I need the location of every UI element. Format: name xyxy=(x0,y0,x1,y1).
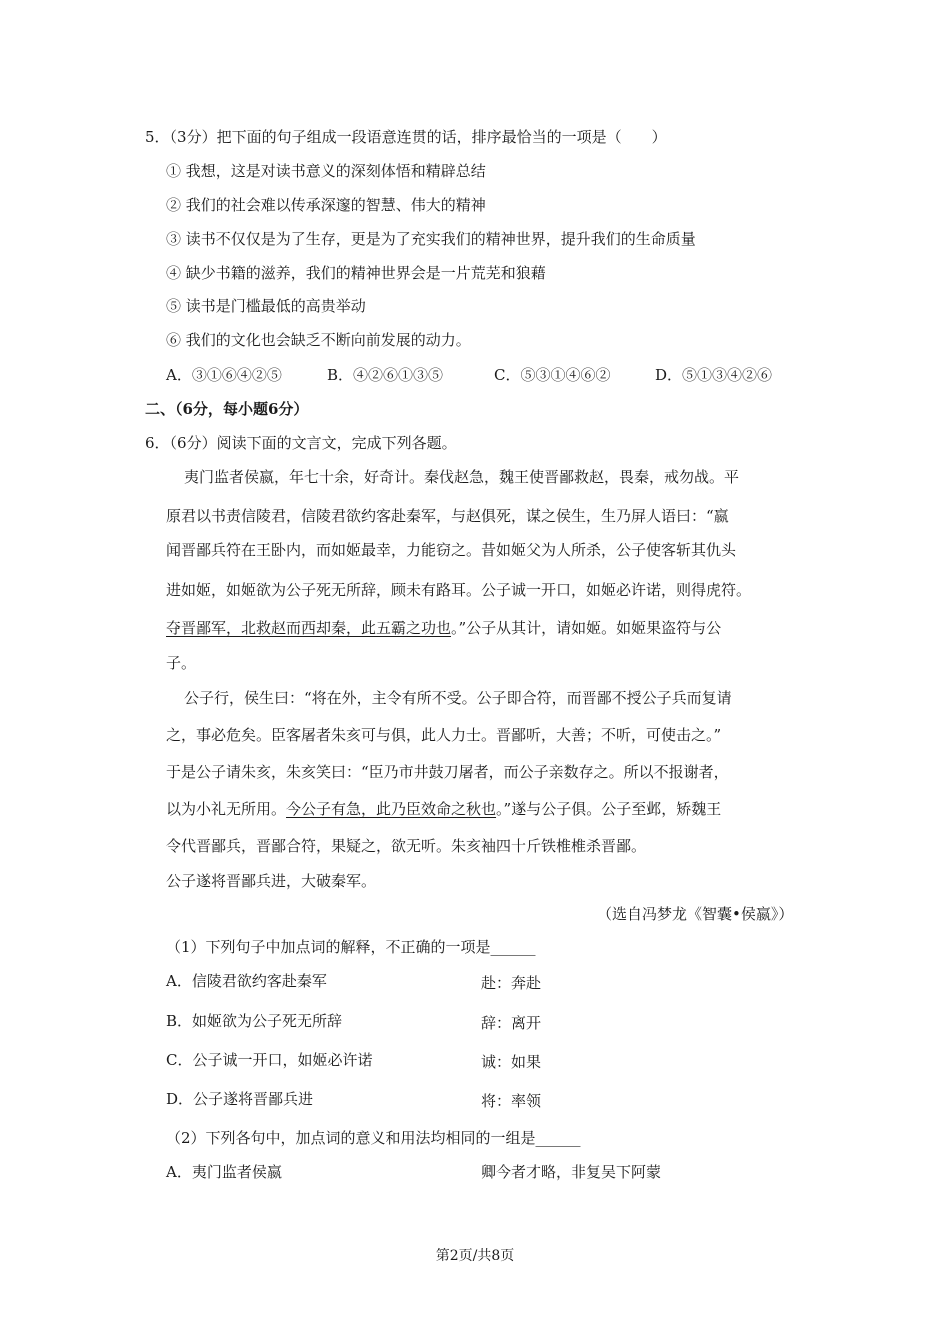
q6-sub2-a-left: A．夷门监者侯嬴 xyxy=(166,1163,282,1181)
section-2-title: 二、（6分，每小题6分） xyxy=(145,400,309,418)
q6-p2-line4 xyxy=(166,798,721,820)
q6-underlined-sentence-2: 今公子有急，此乃臣效命之秋也 xyxy=(286,800,497,818)
q6-sub2-a-right: 卿今者才略，非复吴下阿蒙 xyxy=(481,1163,662,1181)
q6-sub1-b-left: B．如姬欲为公子死无所辞 xyxy=(166,1012,343,1030)
q6-p1-line5-rest: 。”公子从其计，请如姬。如姬果盗符与公 xyxy=(451,619,722,637)
q5-item-1: ① 我想，这是对读书意义的深刻体悟和精辟总结 xyxy=(166,162,486,180)
q6-p2-line4-pre: 以为小礼无所用。 xyxy=(166,800,287,818)
q6-sub1-c-left: C．公子诚一开口，如姬必许诺 xyxy=(166,1051,373,1069)
q6-sub1-c-right: 诚：如果 xyxy=(481,1053,542,1071)
q5-option-a: A．③①⑥④②⑤ xyxy=(166,366,282,384)
page-footer: 第2页/共8页 xyxy=(435,1248,515,1264)
q6-sub1-d-right: 将：率领 xyxy=(481,1092,542,1110)
q5-item-2: ② 我们的社会难以传承深邃的智慧、伟大的精神 xyxy=(166,196,486,214)
q6-stem: 6．（6分）阅读下面的文言文，完成下列各题。 xyxy=(145,434,457,452)
q6-sub1-a-left: A．信陵君欲约客赴秦军 xyxy=(166,972,327,990)
q5-item-3: ③ 读书不仅仅是为了生存，更是为了充实我们的精神世界，提升我们的生命质量 xyxy=(166,230,696,248)
q6-sub2-stem: （2）下列各句中，加点词的意义和用法均相同的一组是______ xyxy=(166,1129,581,1147)
q5-option-c: C．⑤③①④⑥② xyxy=(494,366,611,384)
q6-p1-line5 xyxy=(166,617,721,639)
q5-stem: 5．（3分）把下面的句子组成一段语意连贯的话，排序最恰当的一项是（ ） xyxy=(145,128,667,146)
q6-p1-line3: 闻晋鄙兵符在王卧内，而如姬最幸，力能窃之。昔如姬父为人所杀，公子使客斩其仇头 xyxy=(166,541,737,559)
q6-sub1-stem: （1）下列句子中加点词的解释，不正确的一项是______ xyxy=(166,938,536,956)
q6-sub1-a-right: 赴：奔赴 xyxy=(481,974,542,992)
q6-p2-line3: 于是公子请朱亥，朱亥笑曰：“臣乃市井鼓刀屠者，而公子亲数存之。所以不报谢者， xyxy=(166,763,729,781)
q6-p2-line2: 之，事必危矣。臣客屠者朱亥可与俱，此人力士。晋鄙听，大善；不听，可使击之。” xyxy=(166,726,722,744)
q5-option-b: B．④②⑥①③⑤ xyxy=(327,366,444,384)
q6-p2-line1: 公子行，侯生曰：“将在外，主令有所不受。公子即合符，而晋鄙不授公子兵而复请 xyxy=(184,689,732,707)
q6-p2-line6: 公子遂将晋鄙兵进，大破秦军。 xyxy=(166,872,377,890)
q5-item-4: ④ 缺少书籍的滋养，我们的精神世界会是一片荒芜和狼藉 xyxy=(166,264,546,282)
q6-p1-line1: 夷门监者侯嬴，年七十余，好奇计。秦伐赵急，魏王使晋鄙救赵，畏秦，戒勿战。平 xyxy=(184,468,740,486)
q6-p1-line4: 进如姬，如姬欲为公子死无所辞，顾未有路耳。公子诚一开口，如姬必许诺，则得虎符。 xyxy=(166,581,752,599)
q6-underlined-sentence-1: 夺晋鄙军，北救赵而西却秦，此五霸之功也 xyxy=(166,619,452,637)
q5-item-6: ⑥ 我们的文化也会缺乏不断向前发展的动力。 xyxy=(166,331,471,349)
q6-p1-line2: 原君以书责信陵君，信陵君欲约客赴秦军，与赵俱死，谋之侯生，生乃屏人语曰：“嬴 xyxy=(166,507,729,525)
q5-item-5: ⑤ 读书是门槛最低的高贵举动 xyxy=(166,297,366,315)
q6-p2-line4-post: 。”遂与公子俱。公子至邺，矫魏王 xyxy=(496,800,722,818)
q6-p1-line6: 子。 xyxy=(166,654,197,672)
q6-p2-line5: 令代晋鄙兵，晋鄙合符，果疑之，欲无听。朱亥袖四十斤铁椎椎杀晋鄙。 xyxy=(166,837,647,855)
q6-sub1-b-right: 辞：离开 xyxy=(481,1014,542,1032)
q6-sub1-d-left: D．公子遂将晋鄙兵进 xyxy=(166,1090,314,1108)
q6-source: （选自冯梦龙《智囊•侯嬴》） xyxy=(597,905,794,923)
q5-option-d: D．⑤①③④②⑥ xyxy=(655,366,773,384)
